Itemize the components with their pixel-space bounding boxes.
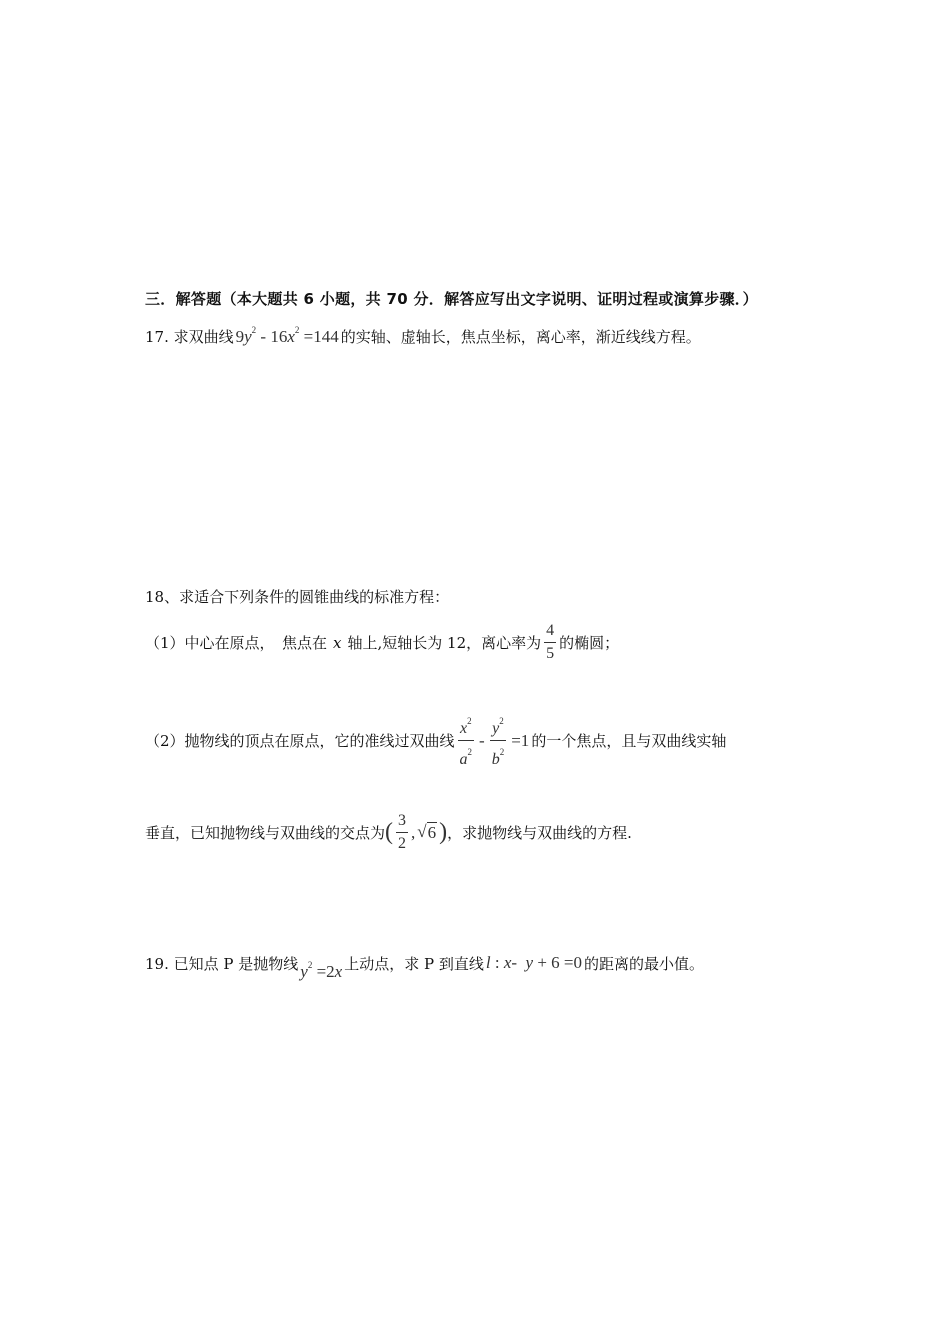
intersection-y-sqrt: √ 6 [417,822,437,842]
q18-part2-prefix: （2）抛物线的顶点在原点，它的准线过双曲线 [145,732,455,750]
question-18-part-2: （2）抛物线的顶点在原点，它的准线过双曲线 $\frac{x^2}{a^2}$ - $\frac{y^2}{b^2}$ =1 的一个焦点，且与双曲线实轴 [145,712,726,769]
question-18-part-2-continued: 垂直，已知抛物线与双曲线的交点为 ( $\frac{3}{2}$ , √ 6 ) ，求抛物线与双曲线的方程. [145,812,632,852]
q18-title-text: 18、求适合下列条件的圆锥曲线的标准方程： [145,588,450,606]
section-heading-text: 三．解答题（本大题共 6 小题，共 70 分．解答应写出文字说明、证明过程或演算步骤．） [145,290,758,308]
hyperbola-x-term: $\frac{x^2}{a^2}$ [459,716,473,768]
q19-parabola: $y^2 =2x$ [300,960,343,981]
hyperbola-y-term: $\frac{y^2}{b^2}$ [491,716,505,768]
q18-part2-line2-prefix: 垂直，已知抛物线与双曲线的交点为 [145,824,386,842]
q17-suffix: 的实轴、虚轴长，焦点坐标，离心率，渐近线线方程。 [340,327,701,346]
question-19 [145,952,705,981]
q19-mid: 上动点，求 P 到直线 [344,954,484,973]
q18-part1-mid: 轴上,短轴长为 12，离心率为 [347,634,542,652]
fraction-numerator: 4 [546,622,555,639]
section-heading [145,288,758,309]
q18-eccentricity-fraction [544,622,556,663]
q18-part1-axis: x [333,633,342,652]
q18-part1-suffix: 的椭圆； [559,634,620,652]
fraction-denominator: 5 [546,645,555,662]
fraction-bar [544,642,556,643]
question-18-title [145,586,449,607]
q18-part2-suffix: 的一个焦点，且与双曲线实轴 [531,732,727,750]
question-18-part-1 [145,622,619,663]
q19-prefix: 19. 已知点 P 是抛物线 [145,954,299,973]
q19-suffix: 的距离的最小值。 [584,954,705,973]
q17-prefix: 17. 求双曲线 [145,327,234,346]
q18-part2-line2-suffix: ，求抛物线与双曲线的方程. [447,824,632,842]
q19-line: l : x- y + 6 =0 [485,953,583,972]
q18-part1-prefix: （1）中心在原点， 焦点在 [145,634,328,652]
q17-equation: $9y^2 - 16x^2 =144$ [235,325,339,346]
intersection-x-fraction: $\frac{3}{2}$ [398,812,407,852]
question-17 [145,325,701,347]
